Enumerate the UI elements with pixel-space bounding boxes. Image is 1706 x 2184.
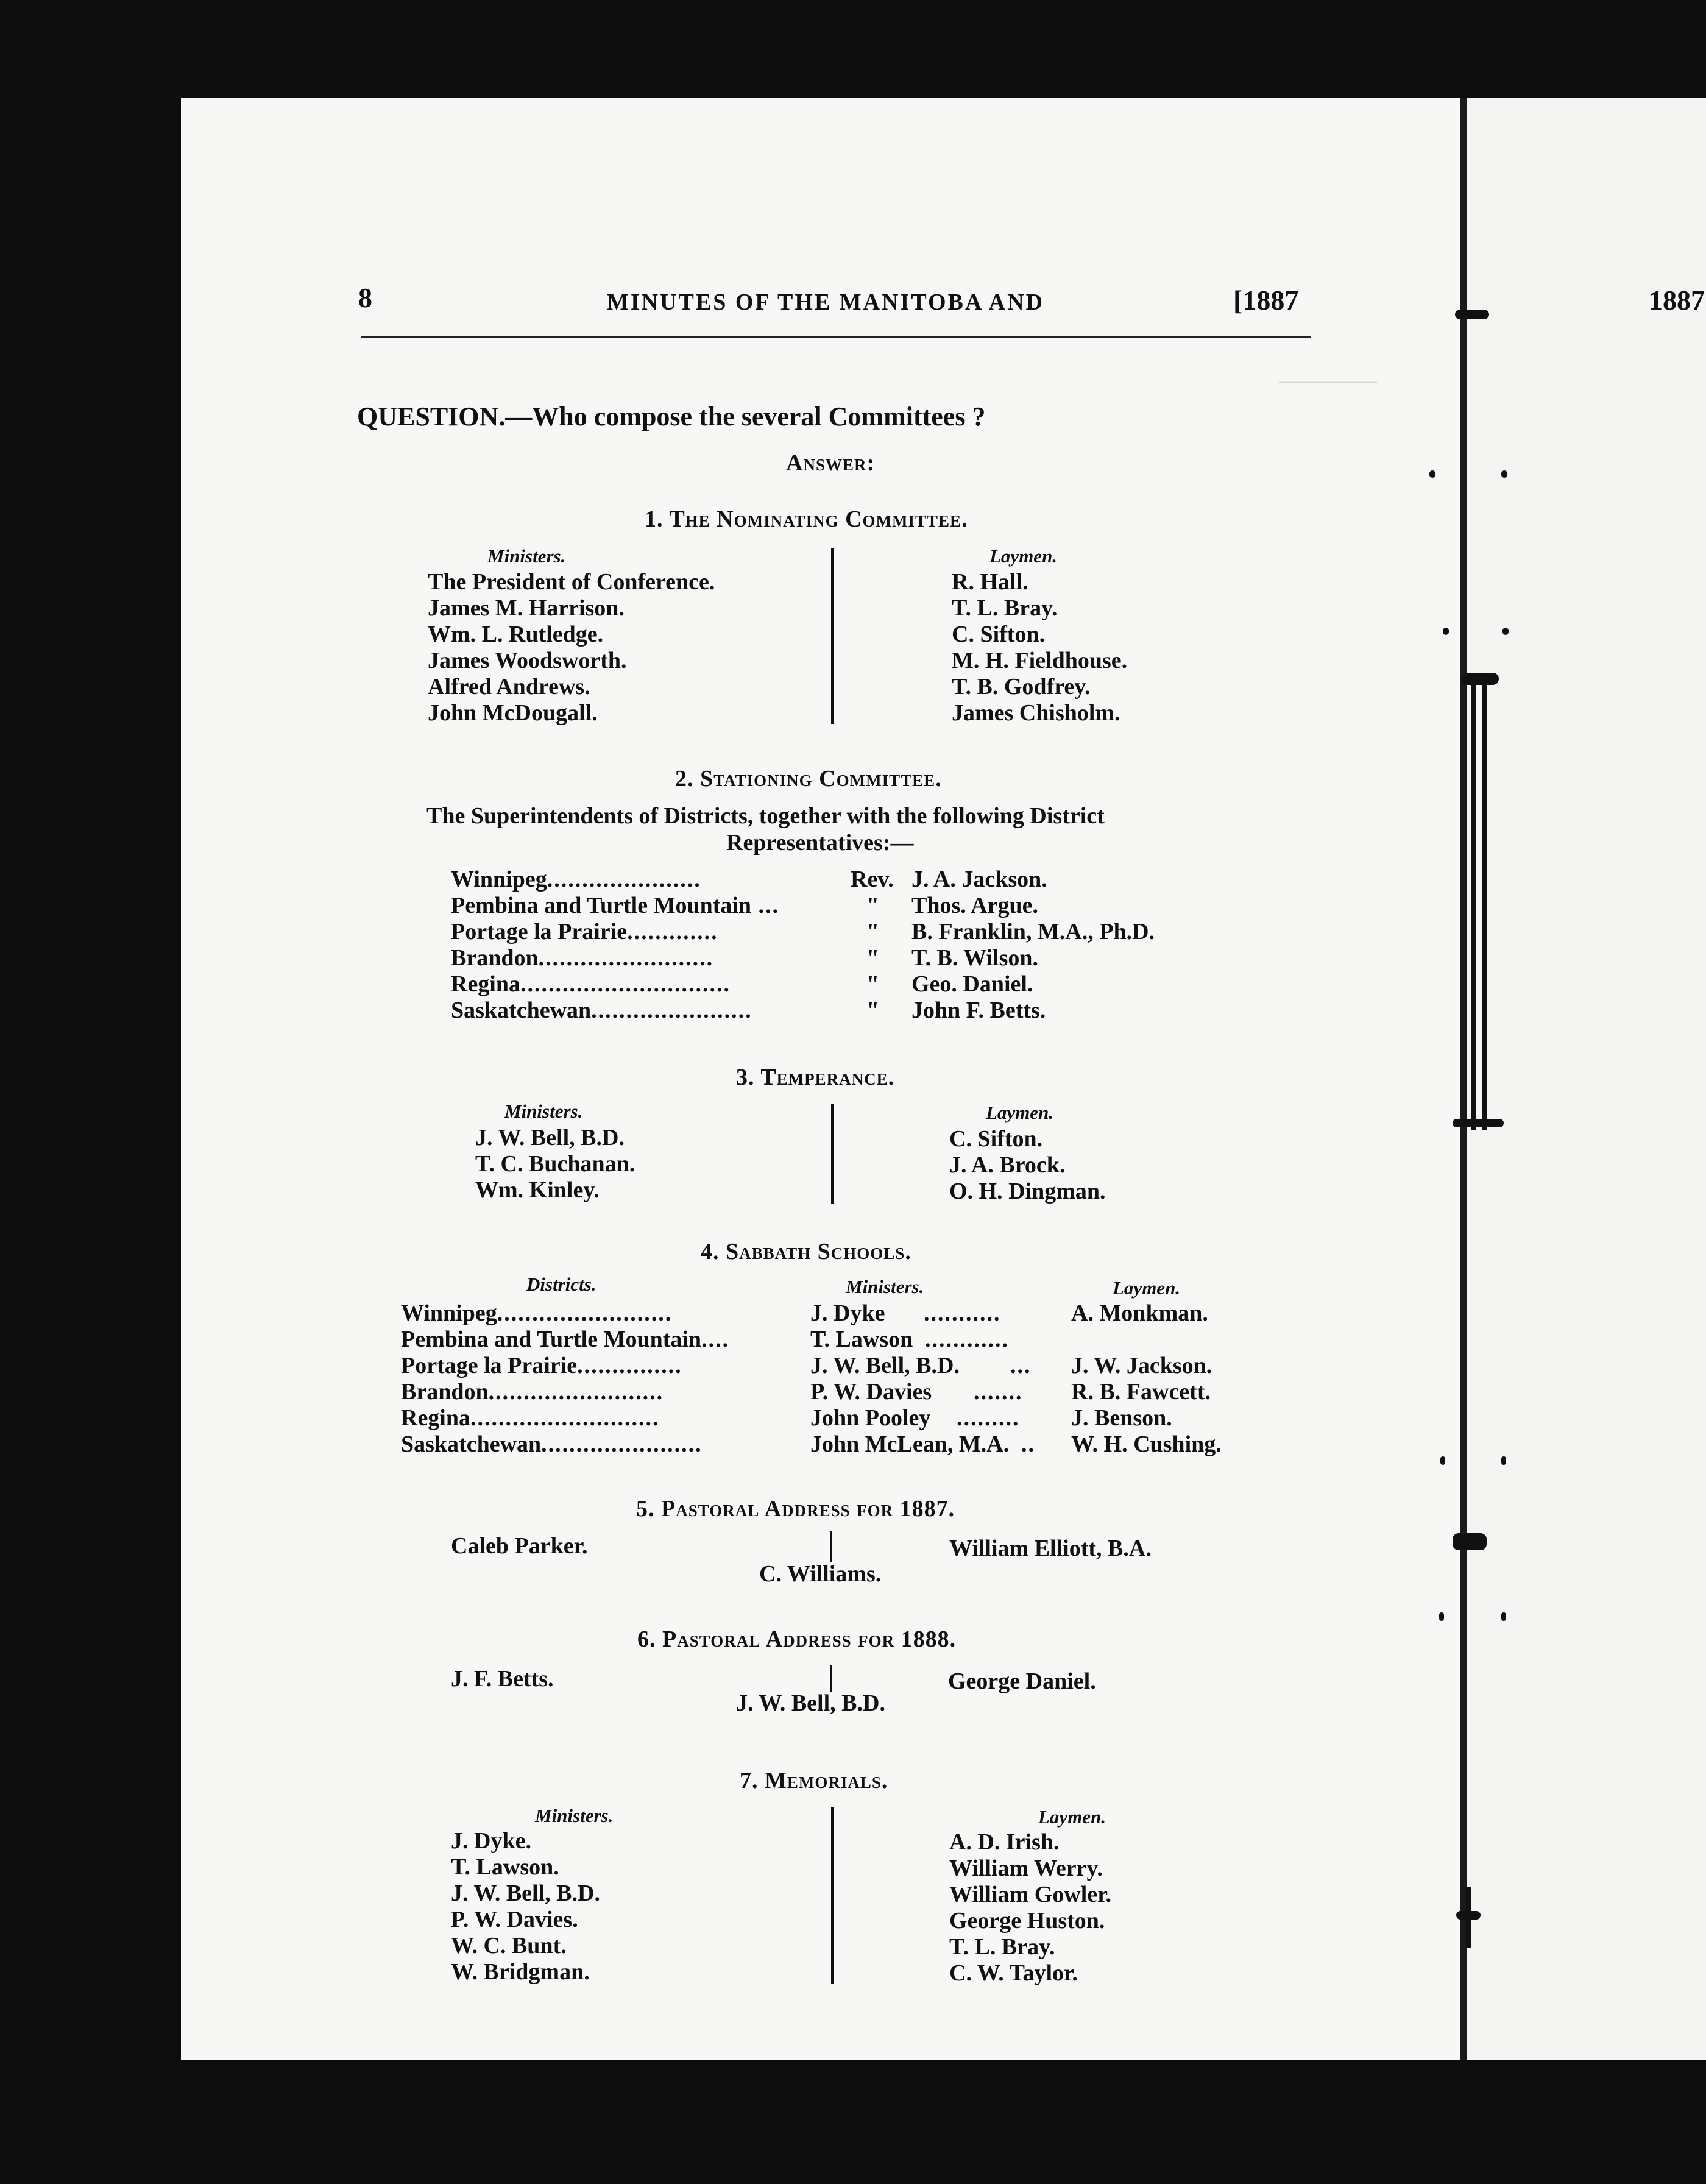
table-row: Portage la Prairie............. " B. Franklin, M.A., Ph.D. xyxy=(451,919,1155,945)
list-item: T. B. Godfrey. xyxy=(952,674,1091,700)
answer-label: Answer: xyxy=(786,450,876,476)
minister-name: P. W. Davies xyxy=(810,1379,932,1405)
margin-mark xyxy=(1455,310,1489,319)
section-heading-address-1888: 6. Pastoral Address for 1888. xyxy=(637,1626,957,1652)
layman-name: J. Benson. xyxy=(1071,1405,1172,1431)
ditto-mark: " xyxy=(866,893,880,918)
list-item: W. Bridgman. xyxy=(451,1959,590,1985)
margin-bar xyxy=(1471,681,1476,1130)
ministers-label: Ministers. xyxy=(535,1805,614,1826)
representative: J. A. Jackson. xyxy=(911,867,1047,892)
margin-mark xyxy=(1453,1533,1487,1550)
layman-name: W. H. Cushing. xyxy=(1071,1431,1222,1457)
layman-name: R. B. Fawcett. xyxy=(1071,1379,1211,1405)
table-row: Brandon......................... P. W. Davies ....... R. B. Fawcett. xyxy=(401,1379,1211,1405)
layman-name: A. Monkman. xyxy=(1071,1300,1208,1326)
list-item: J. Dyke. xyxy=(451,1828,531,1854)
stationing-intro: The Superintendents of Districts, together with the following District xyxy=(426,803,1105,829)
list-item: James Chisholm. xyxy=(952,700,1120,726)
margin-dot xyxy=(1439,1612,1444,1621)
list-item: T. L. Bray. xyxy=(952,595,1058,621)
laymen-label: Laymen. xyxy=(989,545,1058,567)
list-item: J. A. Brock. xyxy=(949,1152,1066,1178)
district-name: Saskatchewan xyxy=(401,1431,542,1457)
district-name: Winnipeg xyxy=(401,1300,497,1326)
header-rule xyxy=(361,336,1311,338)
layman-name: J. W. Jackson. xyxy=(1071,1353,1212,1378)
sabbath-schools-table xyxy=(401,1300,1290,1458)
committee-member: C. Williams. xyxy=(759,1561,882,1587)
district-name: Saskatchewan xyxy=(451,998,592,1023)
column-divider xyxy=(830,1665,832,1692)
minister-name: J. W. Bell, B.D. xyxy=(810,1353,960,1378)
margin-dot xyxy=(1502,628,1509,635)
margin-mark xyxy=(1456,1911,1481,1920)
table-row: Regina.............................. " Geo. Daniel. xyxy=(451,971,1033,997)
list-item: William Gowler. xyxy=(949,1882,1111,1907)
districts-label: Districts. xyxy=(526,1274,596,1295)
table-row: Saskatchewan....................... John McLean, M.A. .. W. H. Cushing. xyxy=(401,1431,1222,1457)
table-row: Portage la Prairie............... J. W. Bell, B.D. ... J. W. Jackson. xyxy=(401,1353,1212,1378)
district-name: Portage la Prairie xyxy=(451,919,628,945)
committee-member: William Elliott, B.A. xyxy=(949,1536,1152,1561)
page-number: 8 xyxy=(358,282,372,313)
representative: Geo. Daniel. xyxy=(911,971,1033,997)
column-divider xyxy=(831,1104,834,1204)
right-page xyxy=(1467,98,1706,2060)
margin-dot xyxy=(1501,1612,1506,1621)
question-heading: QUESTION.—Who compose the several Committees ? xyxy=(357,402,986,431)
list-item: T. L. Bray. xyxy=(949,1934,1055,1960)
ministers-list xyxy=(451,1828,600,1985)
list-item: T. Lawson. xyxy=(451,1854,559,1880)
district-name: Portage la Prairie xyxy=(401,1353,578,1378)
table-row: Saskatchewan....................... " John F. Betts. xyxy=(451,998,1046,1023)
laymen-label: Laymen. xyxy=(1038,1806,1106,1828)
section-heading-sabbath-schools: 4. Sabbath Schools. xyxy=(701,1239,911,1264)
ministers-list xyxy=(428,569,715,726)
list-item: Wm. L. Rutledge. xyxy=(428,622,604,647)
minister-name: J. Dyke xyxy=(810,1300,885,1326)
margin-dot xyxy=(1440,1456,1445,1465)
list-item: James Woodsworth. xyxy=(428,648,627,673)
ministers-label: Ministers. xyxy=(846,1276,924,1297)
margin-dot xyxy=(1501,1456,1506,1465)
committee-member: J. F. Betts. xyxy=(451,1666,554,1692)
margin-bar xyxy=(1482,681,1487,1130)
section-heading-stationing: 2. Stationing Committee. xyxy=(675,766,942,792)
committee-member: Caleb Parker. xyxy=(451,1533,588,1559)
right-page-year: 1887 xyxy=(1649,285,1705,316)
list-item: M. H. Fieldhouse. xyxy=(952,648,1128,673)
list-item: C. W. Taylor. xyxy=(949,1960,1078,1986)
bleed-through-text: ———— xyxy=(1280,366,1377,394)
table-row: Regina........................... John Pooley ......... J. Benson. xyxy=(401,1405,1172,1431)
list-item: R. Hall. xyxy=(952,569,1028,595)
ministers-list xyxy=(475,1125,635,1204)
section-heading-memorials: 7. Memorials. xyxy=(740,1768,888,1793)
table-row: Brandon......................... " T. B. Wilson. xyxy=(451,945,1039,971)
margin-dot xyxy=(1501,470,1507,478)
column-divider xyxy=(831,1807,834,1984)
stationing-intro-2: Representatives:— xyxy=(726,830,914,856)
table-row: Pembina and Turtle Mountain.... T. Lawson ............ xyxy=(401,1327,1009,1352)
minister-name: John Pooley xyxy=(810,1405,931,1431)
district-name: Brandon xyxy=(401,1379,489,1405)
district-name: Winnipeg xyxy=(451,867,547,892)
district-name: Pembina and Turtle Mountain xyxy=(401,1327,702,1352)
margin-dot xyxy=(1429,470,1435,478)
list-item: James M. Harrison. xyxy=(428,595,625,621)
ditto-mark: " xyxy=(866,945,880,971)
list-item: Alfred Andrews. xyxy=(428,674,590,700)
ditto-mark: " xyxy=(866,998,880,1023)
list-item: J. W. Bell, B.D. xyxy=(475,1125,625,1150)
committee-member: George Daniel. xyxy=(948,1668,1096,1694)
stationing-table xyxy=(451,867,1243,1024)
ditto-mark: " xyxy=(866,919,880,945)
margin-mark xyxy=(1453,1119,1504,1127)
running-title: MINUTES OF THE MANITOBA AND xyxy=(607,289,1044,315)
list-item: O. H. Dingman. xyxy=(949,1179,1106,1204)
section-heading-nominating: 1. The Nominating Committee. xyxy=(645,506,968,532)
section-heading-temperance: 3. Temperance. xyxy=(736,1065,895,1090)
section-heading-address-1887: 5. Pastoral Address for 1887. xyxy=(636,1496,955,1522)
table-row: Pembina and Turtle Mountain ... " Thos. Argue. xyxy=(451,893,1038,918)
district-name: Regina xyxy=(451,971,520,997)
minister-name: John McLean, M.A. xyxy=(810,1431,1010,1457)
representative: Thos. Argue. xyxy=(911,893,1038,918)
minister-name: T. Lawson xyxy=(810,1327,913,1352)
margin-mark xyxy=(1461,673,1499,685)
laymen-list xyxy=(949,1829,1111,1987)
representative: T. B. Wilson. xyxy=(911,945,1039,971)
laymen-label: Laymen. xyxy=(1113,1277,1181,1299)
list-item: C. Sifton. xyxy=(952,622,1046,647)
list-item: J. W. Bell, B.D. xyxy=(451,1881,600,1906)
district-name: Regina xyxy=(401,1405,470,1431)
list-item: A. D. Irish. xyxy=(949,1829,1060,1855)
laymen-label: Laymen. xyxy=(986,1102,1054,1123)
list-item: The President of Conference. xyxy=(428,569,715,595)
laymen-list xyxy=(949,1126,1106,1205)
table-row: Winnipeg......................... J. Dyke ........... A. Monkman. xyxy=(401,1300,1208,1326)
header-year: [1887 xyxy=(1233,285,1299,316)
list-item: William Werry. xyxy=(949,1856,1103,1881)
margin-dot xyxy=(1443,628,1449,635)
list-item: P. W. Davies. xyxy=(451,1907,578,1932)
rev-prefix: Rev. xyxy=(851,867,894,892)
list-item: W. C. Bunt. xyxy=(451,1933,567,1959)
list-item: T. C. Buchanan. xyxy=(475,1151,635,1177)
ditto-mark: " xyxy=(866,971,880,997)
ministers-label: Ministers. xyxy=(487,545,566,567)
list-item: C. Sifton. xyxy=(949,1126,1043,1152)
representative: B. Franklin, M.A., Ph.D. xyxy=(911,919,1155,945)
column-divider xyxy=(830,1531,832,1562)
representative: John F. Betts. xyxy=(911,998,1046,1023)
district-name: Pembina and Turtle Mountain xyxy=(451,893,752,918)
column-divider xyxy=(831,548,834,724)
list-item: John McDougall. xyxy=(428,700,598,726)
ministers-label: Ministers. xyxy=(504,1101,583,1122)
list-item: Wm. Kinley. xyxy=(475,1177,600,1203)
laymen-list xyxy=(952,569,1127,726)
list-item: George Huston. xyxy=(949,1908,1105,1934)
table-row: Winnipeg...................... Rev. J. A. Jackson. xyxy=(451,867,1047,892)
committee-member: J. W. Bell, B.D. xyxy=(736,1690,885,1716)
district-name: Brandon xyxy=(451,945,539,971)
